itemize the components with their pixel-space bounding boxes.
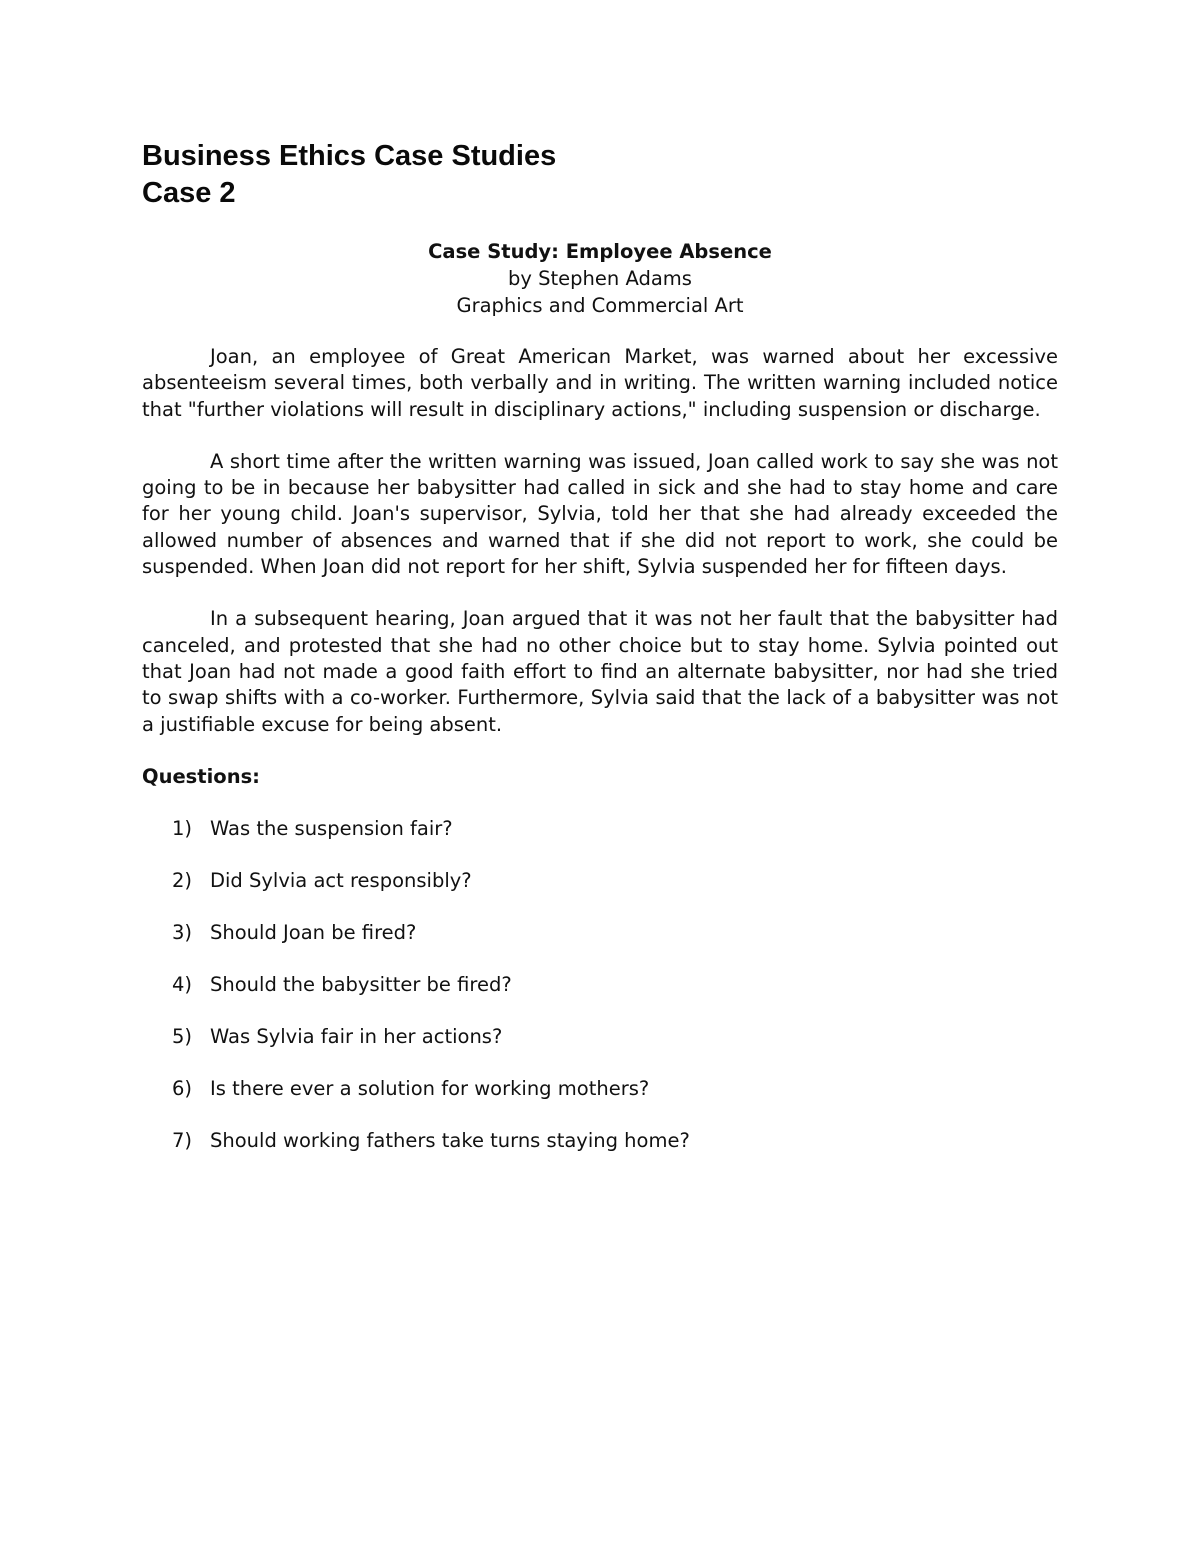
question-text: Did Sylvia act responsibly? bbox=[210, 868, 472, 892]
question-item bbox=[142, 1024, 1058, 1050]
question-text: Was Sylvia fair in her actions? bbox=[210, 1024, 503, 1048]
questions-list bbox=[142, 816, 1058, 1154]
question-text: Is there ever a solution for working mothers? bbox=[210, 1076, 650, 1100]
byline: by Stephen Adams bbox=[508, 267, 692, 290]
paragraph-1: Joan, an employee of Great American Market, was warned about her excessive absenteeism several times, both verbally and in writing. The written warning included notice that "further violations will result in disciplinary actions," including suspension or discharge. bbox=[142, 345, 1058, 421]
question-number: 4) bbox=[172, 972, 193, 996]
question-number: 2) bbox=[172, 868, 193, 892]
question-item bbox=[142, 868, 1058, 894]
question-item bbox=[142, 972, 1058, 998]
question-item bbox=[142, 1128, 1058, 1154]
question-item bbox=[142, 1076, 1058, 1102]
question-text: Should working fathers take turns staying home? bbox=[210, 1128, 690, 1152]
question-number: 1) bbox=[172, 816, 193, 840]
document-title bbox=[142, 138, 1058, 212]
question-number: 6) bbox=[172, 1076, 193, 1100]
question-item bbox=[142, 920, 1058, 946]
paragraph-3: In a subsequent hearing, Joan argued that it was not her fault that the babysitter had canceled, and protested that she had no other choice but to stay home. Sylvia pointed out that Joan had not made a good faith effort to find an alternate babysitter, nor had she tried to swap shifts with a co-worker. Furthermore, Sylvia said that the lack of a babysitter was not a justifiable excuse for being absent. bbox=[142, 607, 1058, 736]
paragraph-2: A short time after the written warning was issued, Joan called work to say she was not going to be in because her babysitter had called in sick and she had to stay home and care for her young child. Joan's supervisor, Sylvia, told her that she had already exceeded the allowed number of absences and warned that if she did not report to work, she could be suspended. When Joan did not report for her shift, Sylvia suspended her for fifteen days. bbox=[142, 449, 1058, 579]
case-heading: Case Study: Employee Absence bbox=[428, 240, 772, 263]
question-number: 3) bbox=[172, 920, 193, 944]
department: Graphics and Commercial Art bbox=[456, 294, 744, 317]
question-number: 5) bbox=[172, 1024, 193, 1048]
document-page bbox=[142, 138, 1058, 1180]
question-number: 7) bbox=[172, 1128, 193, 1152]
question-text: Was the suspension fair? bbox=[210, 816, 453, 840]
title-line-2: Case 2 bbox=[142, 177, 236, 209]
question-item bbox=[142, 816, 1058, 842]
question-text: Should Joan be fired? bbox=[210, 920, 417, 944]
question-text: Should the babysitter be fired? bbox=[210, 972, 512, 996]
title-line-1: Business Ethics Case Studies bbox=[142, 140, 557, 172]
case-header bbox=[142, 238, 1058, 319]
questions-heading: Questions: bbox=[142, 764, 260, 788]
